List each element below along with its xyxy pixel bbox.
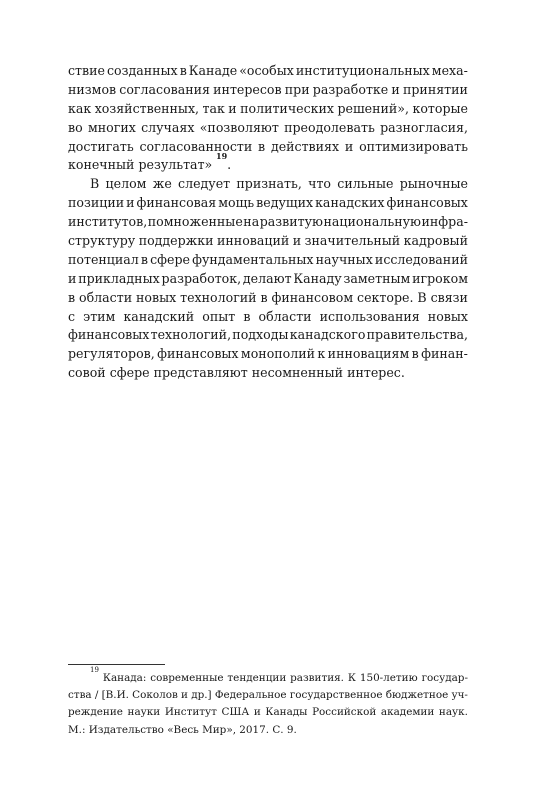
- word: опыт: [202, 308, 236, 324]
- word: делают: [242, 270, 292, 286]
- word: ведущих: [256, 195, 314, 211]
- trailing-punctuation: .: [227, 157, 232, 173]
- word: разработке: [312, 81, 389, 97]
- word: инноваций: [217, 233, 290, 249]
- word: др.]: [191, 689, 212, 702]
- word: монополий: [240, 346, 316, 362]
- word: признать,: [236, 176, 302, 192]
- word: потенциал: [68, 251, 139, 267]
- word: канадских: [315, 195, 385, 211]
- word: позиции: [68, 195, 125, 211]
- word: инфра-: [421, 214, 468, 230]
- word: этим: [83, 308, 116, 324]
- word: рыночные: [399, 176, 468, 192]
- word: на: [243, 214, 260, 230]
- word: в: [179, 63, 187, 78]
- footnote-line: [68, 687, 468, 704]
- word: целом: [105, 176, 147, 192]
- word: помноженные: [147, 214, 243, 230]
- text-line-content: совой сфере представляют несомненный интерес.: [68, 365, 405, 381]
- word: Канаде: [188, 63, 238, 78]
- text-line: [68, 81, 468, 100]
- word: регуляторов,: [68, 346, 155, 362]
- word: преодолевать: [284, 119, 375, 135]
- text-line: [68, 364, 468, 383]
- word: финансовых: [68, 327, 150, 343]
- word: государственное: [289, 689, 383, 702]
- word: тенденции: [227, 672, 287, 684]
- word: области: [79, 289, 133, 305]
- word: реждение: [68, 706, 123, 719]
- word: правительства,: [366, 327, 468, 343]
- text-line: [68, 100, 468, 119]
- word: согласованности: [139, 138, 253, 154]
- word: подходы: [232, 327, 289, 343]
- word: игроком: [412, 270, 468, 286]
- word: современные: [150, 672, 224, 684]
- text-line: [68, 289, 468, 308]
- word: Канада:: [102, 672, 147, 684]
- word: в: [243, 308, 251, 324]
- text-line: [68, 194, 468, 213]
- word: академии: [380, 706, 435, 719]
- footnote-reference[interactable]: 19: [216, 151, 228, 162]
- paragraph: [68, 175, 468, 383]
- word: оптимизировать: [359, 138, 468, 154]
- word: инновациям: [327, 346, 410, 362]
- word: Российской: [312, 706, 377, 719]
- text-line: [68, 213, 468, 232]
- word: 150-летию: [359, 672, 418, 684]
- text-line: [68, 151, 468, 175]
- word: В: [90, 176, 100, 192]
- word: и: [292, 233, 302, 249]
- word: низмов: [68, 81, 117, 97]
- text-line: [68, 62, 468, 81]
- word: области: [258, 308, 312, 324]
- word: институтов,: [68, 214, 148, 230]
- word: многих: [87, 119, 136, 135]
- word: Федеральное: [214, 689, 287, 702]
- word: развития.: [290, 672, 344, 684]
- word: институциональных: [295, 63, 430, 78]
- word: уч-: [451, 689, 468, 702]
- word: [В.И.: [101, 689, 129, 702]
- word: заметным: [343, 270, 411, 286]
- word: сильные: [337, 176, 394, 192]
- word: и: [68, 270, 77, 286]
- word: финансовых: [157, 346, 239, 362]
- word: государ-: [421, 672, 468, 684]
- footnote-line: [68, 704, 468, 721]
- text-line: [68, 251, 468, 270]
- word: В: [417, 289, 427, 305]
- word: /: [94, 689, 99, 702]
- word: ствие: [68, 63, 105, 78]
- word: К: [347, 672, 356, 684]
- word: и: [253, 706, 261, 719]
- word: в: [411, 346, 419, 362]
- word: с: [68, 308, 76, 324]
- word: использования: [319, 308, 420, 324]
- word: следует: [178, 176, 231, 192]
- word: меха-: [431, 63, 468, 78]
- word: канадский: [123, 308, 195, 324]
- main-text: [68, 62, 468, 383]
- text-line: [68, 345, 468, 364]
- text-line: [68, 119, 468, 138]
- word: и: [228, 100, 237, 116]
- footnote-line: [68, 722, 468, 739]
- word: разработок,: [161, 270, 242, 286]
- word: финан-: [421, 346, 468, 362]
- word: структуру: [68, 233, 136, 249]
- word: «особых: [239, 63, 294, 78]
- word: развитую: [259, 214, 323, 230]
- word: новых: [427, 308, 468, 324]
- word: финансовых: [386, 195, 468, 211]
- word: технологий,: [150, 327, 232, 343]
- word: и: [181, 689, 188, 702]
- footnote-divider: [68, 664, 165, 665]
- word: значительный: [304, 233, 401, 249]
- word: исследований: [374, 251, 468, 267]
- word: науки: [127, 706, 161, 719]
- footnote: [68, 666, 468, 739]
- word: согласования: [119, 81, 210, 97]
- word: связи: [430, 289, 468, 305]
- word: интересов: [213, 81, 282, 97]
- word: разногласия,: [380, 119, 468, 135]
- word: наук.: [438, 706, 468, 719]
- word: принятии: [402, 81, 468, 97]
- word: канадского: [289, 327, 366, 343]
- word: достигать: [68, 138, 134, 154]
- word: «позволяют: [199, 119, 279, 135]
- text-line-content: конечный результат»: [68, 157, 213, 173]
- text-line: [68, 232, 468, 251]
- word: при: [284, 81, 310, 97]
- word: Канады: [265, 706, 308, 719]
- word: же: [152, 176, 172, 192]
- word: Институт: [164, 706, 217, 719]
- word: решений»,: [337, 100, 410, 116]
- word: научных: [315, 251, 373, 267]
- word: технологий: [180, 289, 257, 305]
- word: в: [140, 251, 148, 267]
- word: фундаментальных: [192, 251, 314, 267]
- text-line: [68, 175, 468, 194]
- word: к: [317, 346, 326, 362]
- word: секторе.: [357, 289, 414, 305]
- word: ства: [68, 689, 92, 702]
- word: сфере: [150, 251, 190, 267]
- word: в: [68, 289, 76, 305]
- word: так: [202, 100, 225, 116]
- word: созданных: [106, 63, 178, 78]
- text-line: [68, 270, 468, 289]
- word: и: [391, 81, 400, 97]
- word: политических: [240, 100, 335, 116]
- word: финансовая: [136, 195, 217, 211]
- word: действиях: [270, 138, 340, 154]
- word: хозяйственных,: [94, 100, 200, 116]
- text-line: [68, 138, 468, 157]
- word: в: [260, 289, 268, 305]
- text-line: [68, 326, 468, 345]
- text-line: [68, 308, 468, 327]
- word: и: [344, 138, 354, 154]
- word: национальную: [323, 214, 421, 230]
- footnote-line: [68, 666, 468, 687]
- word: кадровый: [403, 233, 468, 249]
- word: во: [68, 119, 83, 135]
- word: в: [258, 138, 266, 154]
- word: поддержки: [138, 233, 214, 249]
- word: Канаду: [293, 270, 342, 286]
- paragraph: [68, 62, 468, 175]
- word: финансовом: [271, 289, 354, 305]
- word: что: [308, 176, 332, 192]
- word: как: [68, 100, 92, 116]
- footnote-marker: 19: [90, 666, 99, 674]
- word: прикладных: [78, 270, 160, 286]
- footnote-line-content: М.: Издательство «Весь Мир», 2017. С. 9.: [68, 723, 297, 736]
- word: и: [126, 195, 135, 211]
- word: бюджетное: [385, 689, 449, 702]
- word: которые: [412, 100, 468, 116]
- word: США: [221, 706, 250, 719]
- word: новых: [136, 289, 177, 305]
- word: Соколов: [132, 689, 178, 702]
- word: мощь: [218, 195, 255, 211]
- word: случаях: [141, 119, 195, 135]
